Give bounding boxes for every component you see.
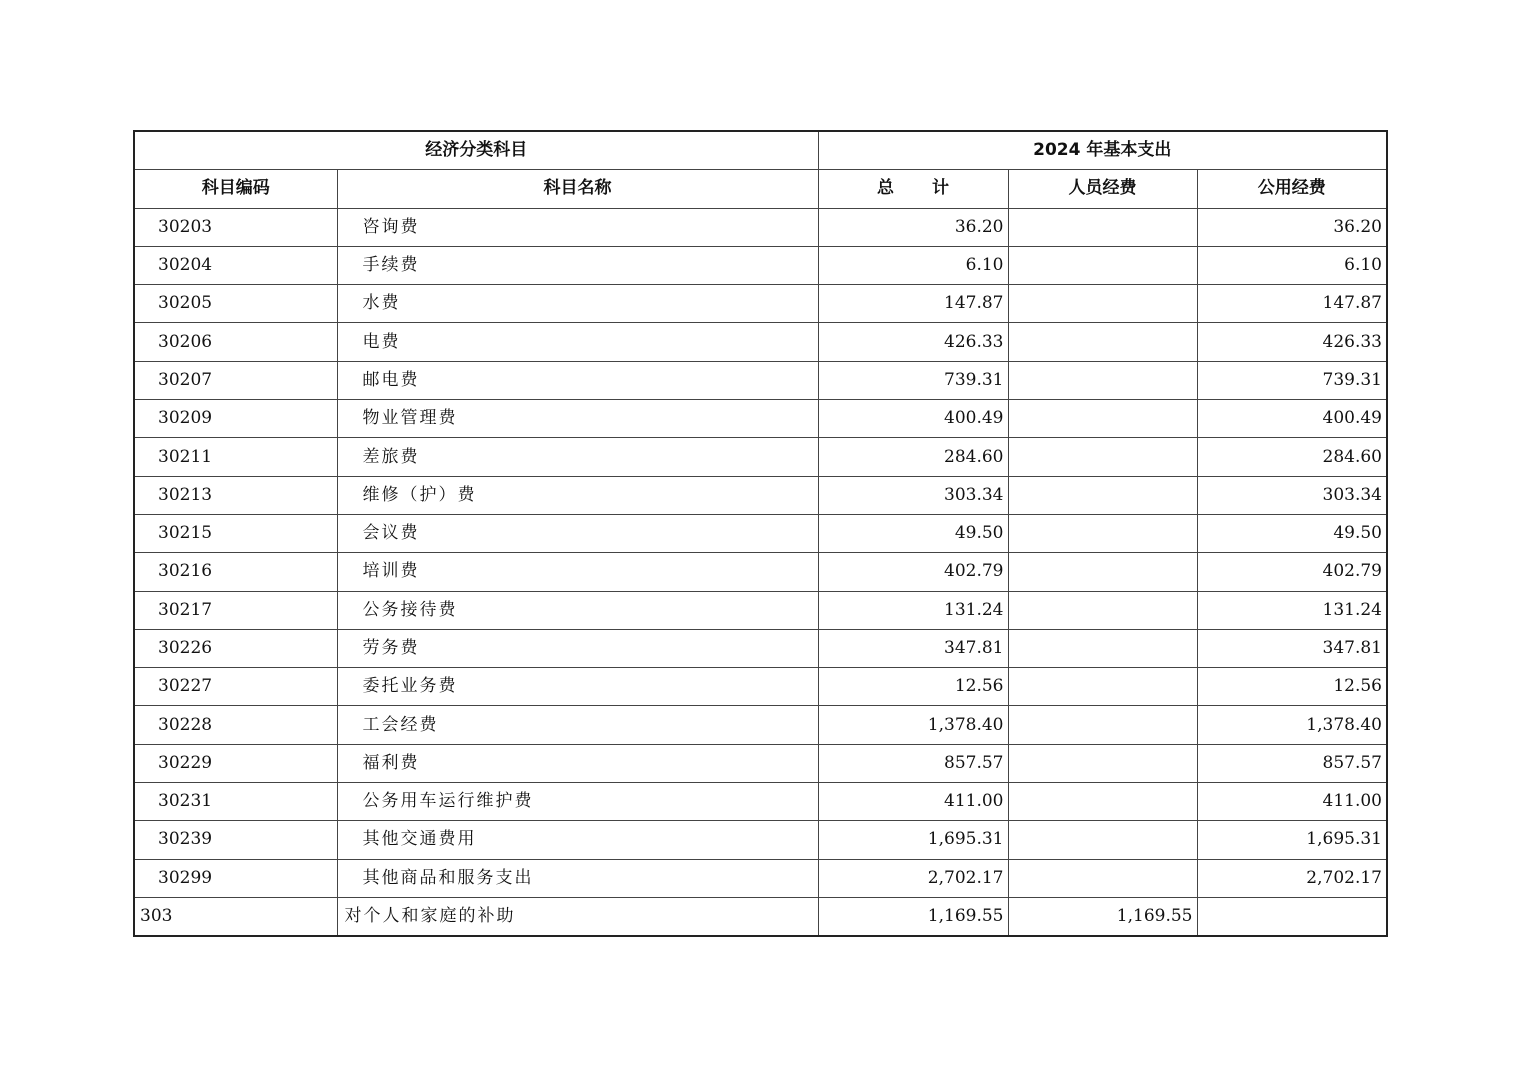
cell-code: 30299	[134, 859, 337, 897]
column-header-name: 科目名称	[337, 170, 818, 208]
cell-public: 402.79	[1197, 553, 1387, 591]
cell-public: 49.50	[1197, 514, 1387, 552]
table-row	[134, 400, 1387, 438]
cell-personnel	[1008, 476, 1197, 514]
table-row	[134, 706, 1387, 744]
cell-name: 委托业务费	[337, 668, 818, 706]
cell-name: 其他交通费用	[337, 821, 818, 859]
cell-name: 工会经费	[337, 706, 818, 744]
column-header-code: 科目编码	[134, 170, 337, 208]
cell-total: 12.56	[818, 668, 1008, 706]
cell-public: 857.57	[1197, 744, 1387, 782]
cell-code: 30216	[134, 553, 337, 591]
cell-name: 劳务费	[337, 629, 818, 667]
cell-personnel	[1008, 591, 1197, 629]
cell-total: 303.34	[818, 476, 1008, 514]
cell-personnel	[1008, 553, 1197, 591]
cell-personnel	[1008, 629, 1197, 667]
cell-public: 6.10	[1197, 246, 1387, 284]
econ-category-header: 经济分类科目	[134, 131, 818, 170]
cell-code: 30211	[134, 438, 337, 476]
cell-public: 12.56	[1197, 668, 1387, 706]
header-row-top	[134, 131, 1387, 170]
cell-name: 物业管理费	[337, 400, 818, 438]
column-header-personnel: 人员经费	[1008, 170, 1197, 208]
cell-personnel	[1008, 323, 1197, 361]
summary-row	[134, 897, 1387, 936]
cell-public: 1,695.31	[1197, 821, 1387, 859]
cell-personnel	[1008, 400, 1197, 438]
cell-total: 857.57	[818, 744, 1008, 782]
cell-code: 30228	[134, 706, 337, 744]
cell-personnel	[1008, 285, 1197, 323]
table-row	[134, 361, 1387, 399]
table-row	[134, 744, 1387, 782]
cell-name: 水费	[337, 285, 818, 323]
cell-public: 284.60	[1197, 438, 1387, 476]
table-row	[134, 208, 1387, 246]
cell-public: 400.49	[1197, 400, 1387, 438]
cell-code: 30239	[134, 821, 337, 859]
cell-total: 131.24	[818, 591, 1008, 629]
year-expense-header: 2024 年基本支出	[818, 131, 1387, 170]
cell-public: 426.33	[1197, 323, 1387, 361]
cell-public: 147.87	[1197, 285, 1387, 323]
cell-public: 411.00	[1197, 783, 1387, 821]
cell-public: 739.31	[1197, 361, 1387, 399]
cell-code: 30205	[134, 285, 337, 323]
table-row	[134, 246, 1387, 284]
cell-total: 400.49	[818, 400, 1008, 438]
cell-name: 其他商品和服务支出	[337, 859, 818, 897]
cell-code: 30226	[134, 629, 337, 667]
table-row	[134, 591, 1387, 629]
cell-total: 2,702.17	[818, 859, 1008, 897]
cell-public: 131.24	[1197, 591, 1387, 629]
table-row	[134, 629, 1387, 667]
cell-name: 培训费	[337, 553, 818, 591]
cell-code: 30215	[134, 514, 337, 552]
column-header-total-label: 总计	[877, 178, 987, 199]
cell-personnel	[1008, 361, 1197, 399]
cell-code: 30231	[134, 783, 337, 821]
cell-personnel	[1008, 821, 1197, 859]
cell-name: 邮电费	[337, 361, 818, 399]
cell-total: 347.81	[818, 629, 1008, 667]
cell-personnel	[1008, 859, 1197, 897]
cell-name: 咨询费	[337, 208, 818, 246]
cell-personnel	[1008, 744, 1197, 782]
cell-total: 49.50	[818, 514, 1008, 552]
cell-total: 36.20	[818, 208, 1008, 246]
cell-name: 电费	[337, 323, 818, 361]
cell-public: 1,378.40	[1197, 706, 1387, 744]
cell-total: 411.00	[818, 783, 1008, 821]
cell-personnel	[1008, 706, 1197, 744]
cell-code: 30217	[134, 591, 337, 629]
cell-personnel	[1008, 783, 1197, 821]
cell-personnel	[1008, 668, 1197, 706]
column-header-total	[818, 170, 1008, 208]
cell-total: 147.87	[818, 285, 1008, 323]
table-row	[134, 285, 1387, 323]
table-row	[134, 783, 1387, 821]
cell-total: 1,695.31	[818, 821, 1008, 859]
cell-public: 347.81	[1197, 629, 1387, 667]
table-row	[134, 323, 1387, 361]
table-row	[134, 821, 1387, 859]
cell-total: 1,169.55	[818, 897, 1008, 936]
cell-personnel: 1,169.55	[1008, 897, 1197, 936]
column-header-public: 公用经费	[1197, 170, 1387, 208]
cell-personnel	[1008, 514, 1197, 552]
cell-total: 402.79	[818, 553, 1008, 591]
table-row	[134, 859, 1387, 897]
cell-name: 公务用车运行维护费	[337, 783, 818, 821]
cell-total: 6.10	[818, 246, 1008, 284]
cell-code: 30213	[134, 476, 337, 514]
cell-code: 30227	[134, 668, 337, 706]
cell-name: 维修（护）费	[337, 476, 818, 514]
cell-code: 30209	[134, 400, 337, 438]
table-row	[134, 553, 1387, 591]
cell-name: 公务接待费	[337, 591, 818, 629]
cell-public: 2,702.17	[1197, 859, 1387, 897]
header-row-columns	[134, 170, 1387, 208]
cell-code: 303	[134, 897, 337, 936]
cell-code: 30204	[134, 246, 337, 284]
cell-name: 会议费	[337, 514, 818, 552]
cell-total: 1,378.40	[818, 706, 1008, 744]
cell-personnel	[1008, 208, 1197, 246]
cell-name: 对个人和家庭的补助	[337, 897, 818, 936]
cell-name: 手续费	[337, 246, 818, 284]
table-row	[134, 514, 1387, 552]
cell-name: 福利费	[337, 744, 818, 782]
table-body	[134, 208, 1387, 936]
cell-total: 739.31	[818, 361, 1008, 399]
cell-public	[1197, 897, 1387, 936]
budget-table	[133, 130, 1388, 937]
cell-public: 303.34	[1197, 476, 1387, 514]
table-row	[134, 476, 1387, 514]
cell-public: 36.20	[1197, 208, 1387, 246]
cell-code: 30206	[134, 323, 337, 361]
cell-total: 426.33	[818, 323, 1008, 361]
cell-total: 284.60	[818, 438, 1008, 476]
cell-personnel	[1008, 438, 1197, 476]
cell-code: 30207	[134, 361, 337, 399]
cell-code: 30229	[134, 744, 337, 782]
cell-name: 差旅费	[337, 438, 818, 476]
cell-personnel	[1008, 246, 1197, 284]
cell-code: 30203	[134, 208, 337, 246]
table-row	[134, 668, 1387, 706]
table-row	[134, 438, 1387, 476]
